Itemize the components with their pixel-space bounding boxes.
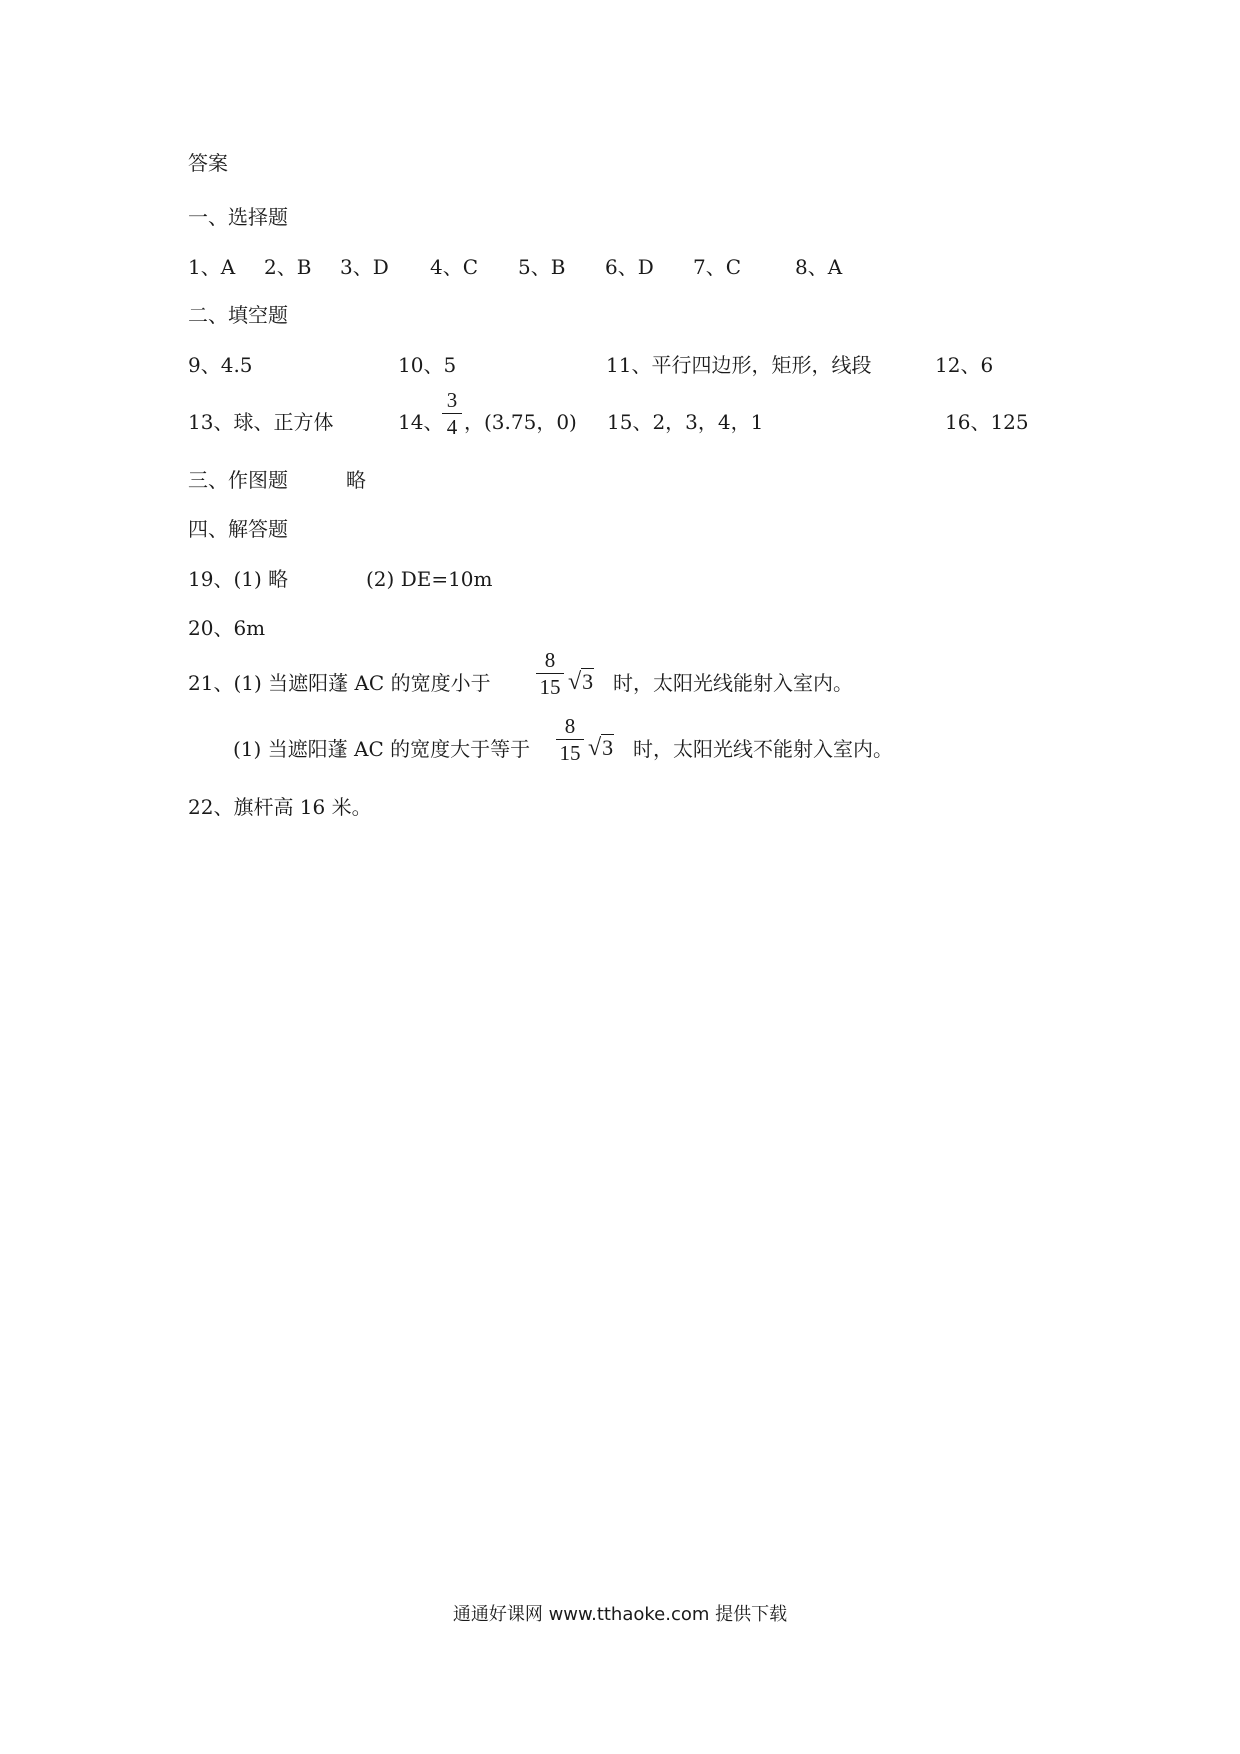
fraction-numerator: 8	[544, 648, 556, 672]
answer-21-line1-text: 21、(1) 当遮阳蓬 AC 的宽度小于	[188, 671, 491, 695]
fill-answer-13: 13、球、正方体	[188, 410, 334, 434]
fraction-bar	[442, 413, 462, 414]
answer-item: 8、A	[795, 255, 843, 279]
page-title: 答案	[188, 151, 228, 175]
page-footer: 通通好课网 www.tthaoke.com 提供下载	[452, 1604, 788, 1625]
section-heading-drawing: 三、作图题	[188, 468, 288, 492]
fill-answer-10: 10、5	[398, 353, 457, 377]
fraction-denominator: 15	[559, 741, 581, 765]
fraction-eight-fifteenths	[556, 714, 584, 765]
section-heading-choice: 一、选择题	[188, 205, 288, 229]
fill-answer-9: 9、4.5	[188, 353, 253, 377]
fill-answer-14-suffix: ，(3.75，0)	[464, 410, 577, 434]
section-heading-solve: 四、解答题	[188, 517, 288, 541]
answer-20: 20、6m	[188, 616, 266, 640]
answer-item: 1、A	[188, 255, 236, 279]
answer-item: 7、C	[693, 255, 742, 279]
fraction-numerator: 3	[446, 388, 458, 412]
answer-item: 2、B	[264, 255, 312, 279]
fraction-numerator: 8	[564, 714, 576, 738]
fraction-bar	[556, 739, 584, 740]
section-heading-fill: 二、填空题	[188, 303, 288, 327]
fraction-three-quarters	[442, 388, 462, 439]
fill-answer-14-prefix: 14、	[398, 410, 444, 434]
fraction-denominator: 15	[539, 675, 561, 699]
drawing-answer: 略	[346, 468, 366, 492]
fill-answer-16: 16、125	[945, 410, 1029, 434]
answer-item: 3、D	[340, 255, 389, 279]
sqrt-three: √3	[588, 735, 614, 761]
answer-22: 22、旗杆高 16 米。	[188, 795, 372, 819]
answer-21-line2-end: 时，太阳光线不能射入室内。	[633, 737, 893, 761]
fill-answer-12: 12、6	[935, 353, 994, 377]
answer-item: 6、D	[605, 255, 654, 279]
answer-21-line1-end: 时，太阳光线能射入室内。	[613, 671, 853, 695]
sqrt-three: √3	[568, 669, 594, 695]
answer-item: 5、B	[518, 255, 566, 279]
fraction-eight-fifteenths	[536, 648, 564, 699]
answer-19-part2: (2) DE=10m	[366, 567, 493, 591]
answer-19-part1: 19、(1) 略	[188, 567, 289, 591]
fraction-denominator: 4	[446, 415, 458, 439]
fraction-bar	[536, 673, 564, 674]
answer-21-line2-text: (1) 当遮阳蓬 AC 的宽度大于等于	[233, 737, 531, 761]
fill-answer-11: 11、平行四边形，矩形，线段	[606, 353, 872, 377]
answer-item: 4、C	[430, 255, 479, 279]
fill-answer-15: 15、2，3，4，1	[607, 410, 764, 434]
